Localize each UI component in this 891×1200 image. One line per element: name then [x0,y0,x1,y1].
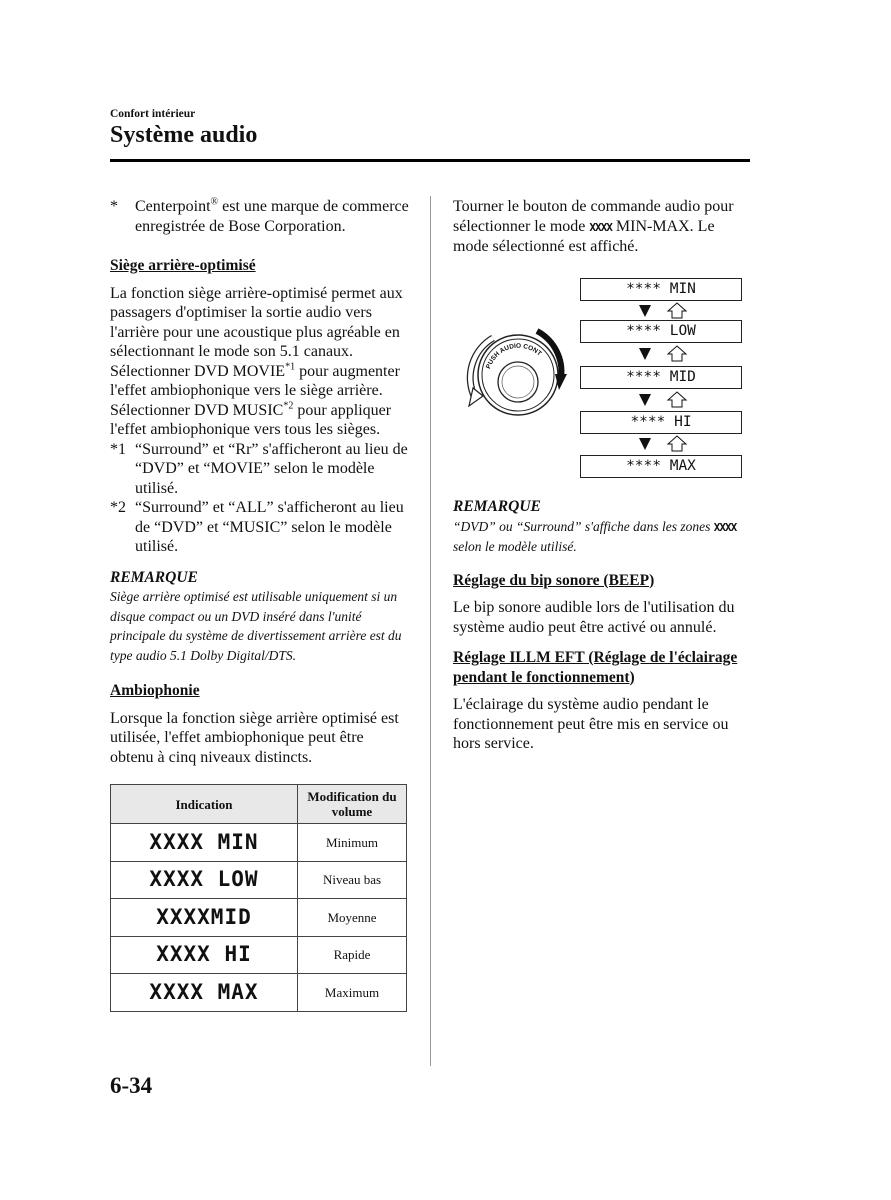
table-header-row [111,785,407,824]
siege-paragraph-2: Sélectionner DVD MOVIE$^{*1}$ pour augmenter l'effet ambiophonique vers le siège arrière. Sélectionner DVD MUSIC$^{*2}$ pour appliquer l'effet ambiophonique vers tous les sièges. [110,361,400,438]
title-divider [110,159,750,162]
trademark-footnote: * Centerpoint® est une marque de commerce enregistrée de Bose Corporation. [110,196,409,235]
illm-heading: Réglage ILLM EFT (Réglage de l'éclairage pendant le fonctionnement) [453,649,738,686]
display-indication: XXXX HI [111,936,298,974]
knob-label: PUSH AUDIO CONT [485,342,543,370]
display-indication: XXXX LOW [111,861,298,899]
lcd-mode-mid: **** MID [580,366,742,389]
lcd-mode-low: **** LOW [580,320,742,343]
audio-control-knob-icon [455,318,575,428]
table-row [111,974,407,1012]
right-column [453,197,748,257]
beep-paragraph: Le bip sonore audible lors de l'utilisation du système audio peut être activé ou annulé. [453,599,735,636]
table-row [111,899,407,937]
volume-change: Rapide [298,936,407,974]
lcd-mode-max: **** MAX [580,455,742,478]
display-indication: XXXX MAX [111,974,298,1012]
siege-heading: Siège arrière-optimisé [110,257,256,274]
rotate-knob-paragraph: Tourner le bouton de commande audio pour sélectionner le mode XXXX MIN-MAX. Le mode sélectionné est affiché. [453,198,734,255]
table-header-indication: Indication [111,785,298,824]
table-header-volume: Modification du volume [298,785,407,824]
note-text: Siège arrière optimisé est utilisable uniquement si un disque compact ou un DVD inséré dans l'unité principale du système de divertissement arrière est du type audio 5.1 Dolby Digital/DTS. [110,589,402,663]
page-number: 6-34 [110,1073,153,1098]
mode-glyph: XXXX [589,220,612,234]
display-indication: XXXXMID [111,899,298,937]
indication-table [110,784,407,1012]
column-divider [430,196,431,1066]
beep-heading: Réglage du bip sonore (BEEP) [453,571,655,589]
note-heading: REMARQUE [110,568,198,586]
siege-paragraph-1: La fonction siège arrière-optimisé permet aux passagers d'optimiser la sortie audio vers l'arrière pour une acoustique plus agréable en sélectionnant le mode son 5.1 canaux. [110,284,403,360]
footnote-marker: * [110,198,118,215]
table-row [111,861,407,899]
illm-paragraph: L'éclairage du système audio pendant le fonctionnement peut être mis en service ou hors service. [453,696,729,752]
note-text: “DVD” ou “Surround” s'affiche dans les zones XXXX selon le modèle utilisé. [453,518,737,554]
left-column [110,197,410,1012]
page-title: Système audio [110,122,258,148]
ambiophonie-heading: Ambiophonie [110,682,200,699]
lcd-mode-hi: **** HI [580,411,742,434]
mode-arrows-icon [636,391,692,409]
right-column-lower [453,497,748,754]
volume-change: Niveau bas [298,861,407,899]
section-label: Confort intérieur [110,108,196,120]
lcd-mode-min: **** MIN [580,278,742,301]
footnote-2: *2 “Surround” et “ALL” s'afficheront au lieu de “DVD” et “MUSIC” selon le modèle utilisé. [110,499,404,555]
ambiophonie-paragraph: Lorsque la fonction siège arrière optimisé est utilisée, l'effet ambiophonique peut être obtenu à cinq niveaux distincts. [110,709,399,766]
volume-change: Moyenne [298,899,407,937]
volume-change: Minimum [298,824,407,862]
mode-arrows-icon [636,302,692,320]
footnote-1: *1 “Surround” et “Rr” s'afficheront au lieu de “DVD” et “MOVIE” selon le modèle utilisé. [110,440,408,497]
mode-arrows-icon [636,435,692,453]
note-heading: REMARQUE [453,498,541,515]
mode-arrows-icon [636,345,692,363]
mode-glyph: XXXX [713,520,737,534]
table-row [111,936,407,974]
volume-change: Maximum [298,974,407,1012]
table-row [111,824,407,862]
display-indication: XXXX MIN [111,824,298,862]
